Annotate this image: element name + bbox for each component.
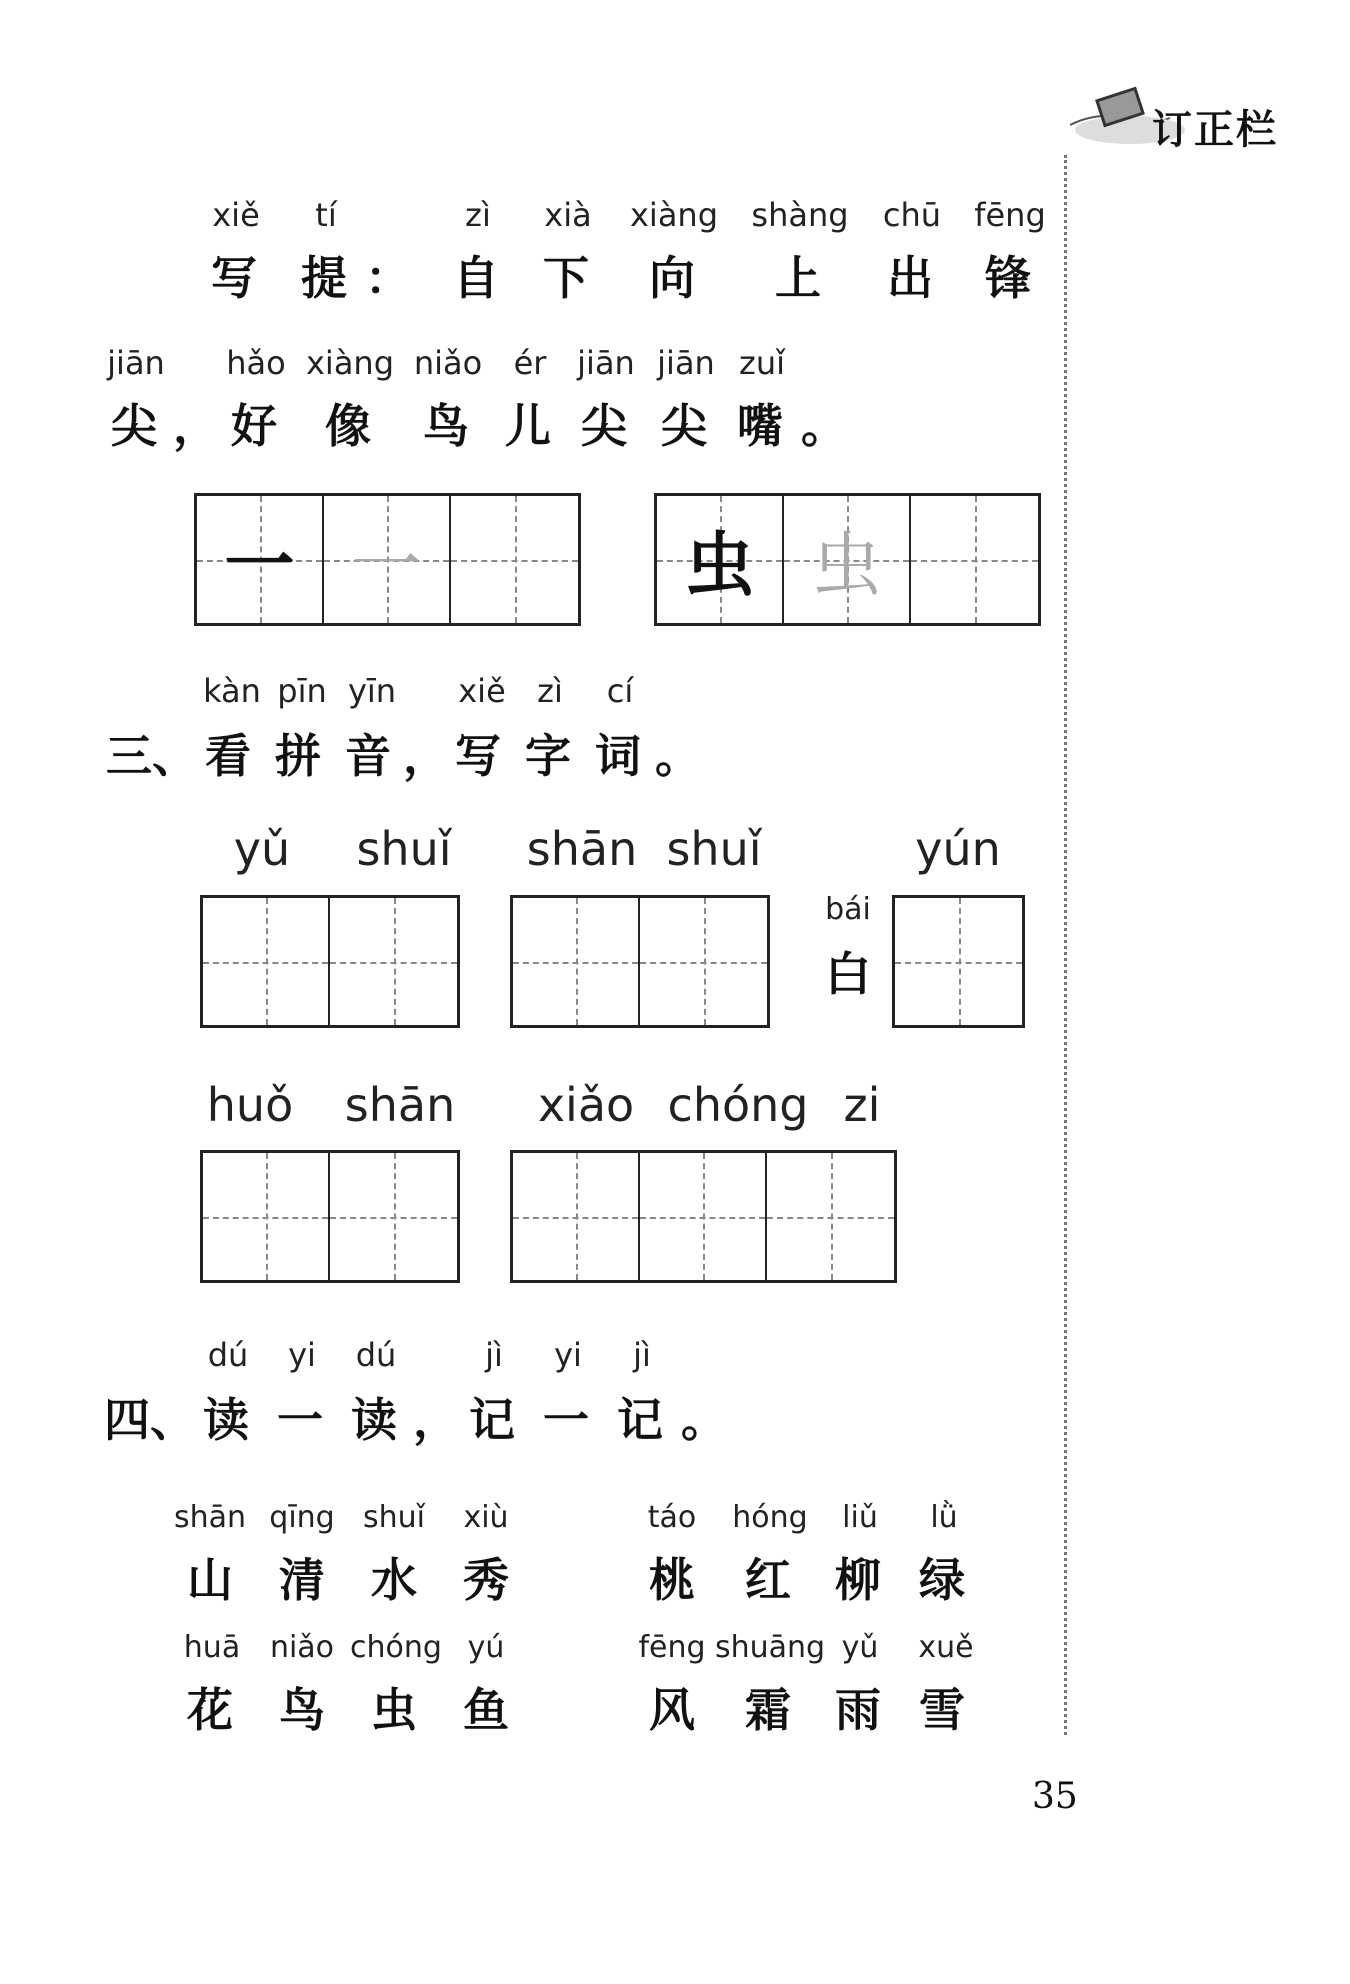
tianzige-cell xyxy=(197,496,324,623)
prefix-pinyin: bái xyxy=(825,892,871,927)
pinyin: huā xyxy=(183,1630,241,1665)
hanzi: 好 xyxy=(231,399,277,453)
word-pinyin: chóng xyxy=(667,1078,809,1132)
pinyin: xiě xyxy=(458,672,506,710)
tianzige-cell xyxy=(784,496,911,623)
hanzi: 下 xyxy=(543,251,589,305)
hanzi: 风 xyxy=(649,1683,695,1737)
pinyin: xiàng xyxy=(305,344,395,382)
punctuation: 。 xyxy=(801,399,847,453)
hanzi: 尖 xyxy=(661,399,707,453)
punctuation: ， xyxy=(173,399,219,453)
pinyin: xiù xyxy=(463,1500,509,1535)
hanzi: 清 xyxy=(279,1553,325,1607)
hanzi: 儿 xyxy=(505,399,551,453)
hanzi: 自 xyxy=(453,251,499,305)
pinyin: niǎo xyxy=(413,344,483,382)
punctuation: ： xyxy=(365,251,411,305)
model-char: 虫 xyxy=(684,524,755,606)
hanzi: 绿 xyxy=(919,1553,965,1607)
answer-cell[interactable] xyxy=(513,898,640,1025)
hanzi: 虫 xyxy=(371,1683,417,1737)
correction-column-divider xyxy=(1064,155,1067,1735)
answer-cell[interactable] xyxy=(203,898,330,1025)
hanzi: 桃 xyxy=(649,1553,695,1607)
hanzi: 尖 xyxy=(111,399,157,453)
pinyin: shuāng xyxy=(714,1630,826,1665)
hanzi: 写 xyxy=(211,251,257,305)
model-char: 一 xyxy=(224,524,295,606)
pinyin: ér xyxy=(513,344,547,382)
punctuation: 。 xyxy=(681,1393,727,1447)
pinyin: chóng xyxy=(350,1630,442,1665)
pinyin: dú xyxy=(355,1336,397,1374)
answer-grid-yushui xyxy=(200,895,460,1028)
answer-cell[interactable] xyxy=(640,898,767,1025)
pinyin: yú xyxy=(467,1630,505,1665)
word-pinyin: shuǐ xyxy=(666,822,762,876)
hanzi: 提 xyxy=(301,251,347,305)
answer-cell[interactable] xyxy=(330,898,457,1025)
hanzi: 雨 xyxy=(835,1683,881,1737)
answer-cell[interactable] xyxy=(513,1153,640,1280)
pinyin: táo xyxy=(647,1500,697,1535)
hanzi: 嘴 xyxy=(737,399,783,453)
hanzi: 雪 xyxy=(919,1683,965,1737)
correction-header-label: 订正栏 xyxy=(1152,107,1278,153)
trace-char: 一 xyxy=(351,524,422,606)
hanzi: 一 xyxy=(543,1393,589,1447)
answer-grid-huoshan xyxy=(200,1150,460,1283)
word-pinyin: xiǎo xyxy=(537,1078,635,1132)
pinyin: liǔ xyxy=(842,1500,878,1535)
pinyin: qīng xyxy=(269,1500,335,1535)
answer-grid-shanshui xyxy=(510,895,770,1028)
hanzi: 词 xyxy=(595,729,641,783)
tianzige-cell-empty[interactable] xyxy=(451,496,578,623)
pinyin: shuǐ xyxy=(363,1500,425,1535)
page-number: 35 xyxy=(1032,1776,1078,1817)
hanzi: 出 xyxy=(887,251,933,305)
answer-cell[interactable] xyxy=(330,1153,457,1280)
pinyin: jiān xyxy=(657,344,715,382)
pinyin: jì xyxy=(633,1336,651,1374)
pinyin: cí xyxy=(606,672,634,710)
punctuation: ， xyxy=(403,729,449,783)
hanzi: 山 xyxy=(187,1553,233,1607)
pinyin: jiān xyxy=(577,344,635,382)
pinyin: yi xyxy=(288,1336,316,1374)
pinyin: chū xyxy=(882,196,942,234)
hanzi: 秀 xyxy=(463,1553,509,1607)
word-pinyin: yǔ xyxy=(233,822,291,876)
hanzi: 读 xyxy=(351,1393,397,1447)
hanzi: 音 xyxy=(345,729,391,783)
answer-grid-xiaochongzi xyxy=(510,1150,897,1283)
pinyin: yǔ xyxy=(841,1630,879,1665)
hanzi: 记 xyxy=(469,1393,515,1447)
pinyin: niǎo xyxy=(269,1630,335,1665)
pinyin: zì xyxy=(465,196,491,234)
practice-grid-right xyxy=(654,493,1041,626)
answer-cell[interactable] xyxy=(640,1153,767,1280)
hanzi: 一 xyxy=(277,1393,323,1447)
hanzi: 向 xyxy=(649,251,695,305)
hanzi: 拼 xyxy=(275,729,321,783)
answer-cell[interactable] xyxy=(203,1153,330,1280)
pinyin: shān xyxy=(173,1500,247,1535)
word-pinyin: shān xyxy=(344,1078,456,1132)
pinyin: lǜ xyxy=(930,1500,958,1535)
word-pinyin: huǒ xyxy=(206,1078,294,1132)
word-pinyin: shuǐ xyxy=(356,822,452,876)
pinyin: shàng xyxy=(751,196,849,234)
pinyin: dú xyxy=(207,1336,249,1374)
practice-grid-left xyxy=(194,493,581,626)
answer-grid-baiyun xyxy=(892,895,1025,1028)
hanzi: 花 xyxy=(187,1683,233,1737)
hanzi: 锋 xyxy=(985,251,1031,305)
tianzige-cell xyxy=(657,496,784,623)
prefix-hanzi: 白 xyxy=(825,947,871,1001)
pinyin: jiān xyxy=(107,344,165,382)
section-number: 四、 xyxy=(104,1393,196,1447)
pinyin: hóng xyxy=(732,1500,808,1535)
pinyin: fēng xyxy=(974,196,1046,234)
tianzige-cell xyxy=(324,496,451,623)
hanzi: 霜 xyxy=(745,1683,791,1737)
hanzi: 读 xyxy=(203,1393,249,1447)
hanzi: 鱼 xyxy=(463,1683,509,1737)
pinyin: fēng xyxy=(638,1630,706,1665)
tianzige-cell-empty[interactable] xyxy=(911,496,1038,623)
hanzi: 鸟 xyxy=(279,1683,325,1737)
hanzi: 尖 xyxy=(581,399,627,453)
pinyin: xiě xyxy=(212,196,260,234)
pinyin: xiàng xyxy=(629,196,719,234)
pinyin: xià xyxy=(544,196,592,234)
answer-cell[interactable] xyxy=(895,898,1022,1025)
hanzi: 鸟 xyxy=(423,399,469,453)
pinyin: hǎo xyxy=(226,344,286,382)
word-pinyin: zi xyxy=(843,1078,881,1132)
pinyin: zuǐ xyxy=(739,344,785,382)
hanzi: 红 xyxy=(745,1553,791,1607)
trace-char: 虫 xyxy=(811,524,882,606)
pinyin: jì xyxy=(485,1336,503,1374)
pinyin: zì xyxy=(537,672,563,710)
section-number: 三、 xyxy=(106,729,198,783)
pinyin: yīn xyxy=(347,672,397,710)
pinyin: pīn xyxy=(277,672,327,710)
pinyin: xuě xyxy=(918,1630,974,1665)
hanzi: 看 xyxy=(205,729,251,783)
hanzi: 水 xyxy=(371,1553,417,1607)
pinyin: tí xyxy=(315,196,337,234)
punctuation: 。 xyxy=(655,729,701,783)
hanzi: 写 xyxy=(455,729,501,783)
hanzi: 字 xyxy=(525,729,571,783)
hanzi: 像 xyxy=(325,399,371,453)
punctuation: ， xyxy=(413,1393,459,1447)
hanzi: 记 xyxy=(617,1393,663,1447)
hanzi: 上 xyxy=(775,251,821,305)
word-pinyin: shān xyxy=(526,822,638,876)
word-pinyin: yún xyxy=(915,822,1001,876)
pinyin: yi xyxy=(554,1336,582,1374)
answer-cell[interactable] xyxy=(767,1153,894,1280)
hanzi: 柳 xyxy=(835,1553,881,1607)
pinyin: kàn xyxy=(203,672,261,710)
